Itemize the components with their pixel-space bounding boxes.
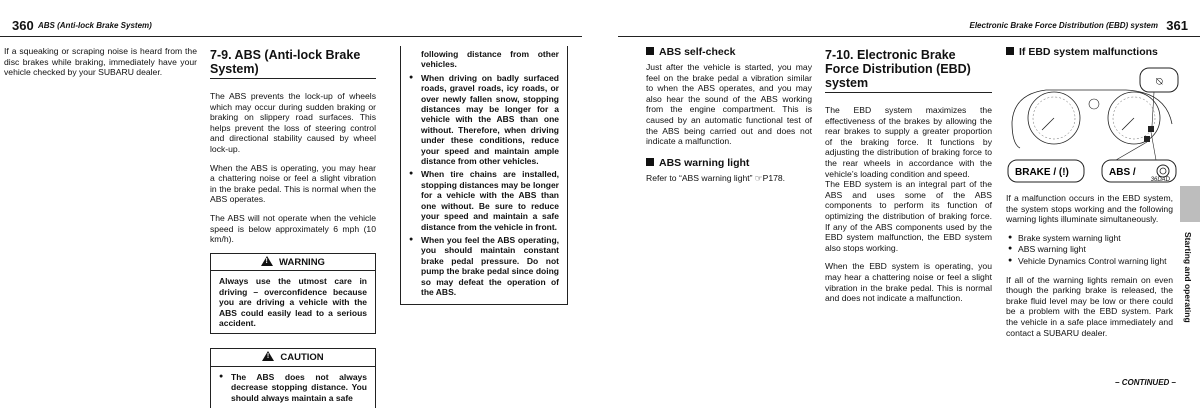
caution-header: [211, 349, 375, 367]
page-number: 360: [12, 18, 34, 33]
warning-lights-list: [1006, 233, 1173, 267]
left-column-2: [210, 46, 376, 418]
caution-continued-text: following distance from other vehicles.: [421, 49, 559, 70]
abs-noise-paragraph: When the ABS is operating, you may hear a chattering noise or feel a slight vibration in the brake pedal. This is normal when the ABS operates.: [210, 162, 376, 205]
continued-marker: – CONTINUED –: [1115, 378, 1176, 387]
section-thumb-tab: [1180, 186, 1200, 222]
list-item: ● Brake system warning light: [1006, 233, 1173, 244]
list-item: ● ABS warning light: [1006, 244, 1173, 255]
ebd-malfunction-heading: If EBD system malfunctions: [1006, 46, 1173, 58]
ebd-components-paragraph: The EBD system is an integral part of the ABS and uses some of the ABS components to perform its function of optimizing the distribution of braking force. If any of the ABS components used by the EBD system malfunction, the EBD system also stops working.: [825, 179, 992, 253]
instrument-cluster-figure: [1006, 64, 1182, 186]
abs-warning-light-text: Refer to “ABS warning light” ☞P178.: [646, 172, 786, 183]
abs-speed-paragraph: The ABS will not operate when the vehicle speed is below approximately 6 mph (10 km/h).: [210, 212, 376, 245]
right-column-3-body: [1006, 193, 1173, 346]
caution-item-pedal-pressure: ● When you feel the ABS operating, you should maintain constant brake pedal pressure. Do not pump the brake pedal since doing so may defeat the operation of the ABS.: [409, 235, 559, 297]
disc-brake-noise-text: If a squeaking or scraping noise is heard from the disc brakes while braking, immediately have your vehicle checked by your SUBARU dealer.: [4, 46, 197, 78]
section-title: ABS (Anti-lock Brake System): [38, 21, 152, 30]
right-column-1: [646, 46, 812, 191]
ebd-malfunction-paragraph: If a malfunction occurs in the EBD system, the system stops working and the following warning lights illuminate simultaneously.: [1006, 193, 1173, 225]
ebd-lights-remain-paragraph: If all of the warning lights remain on even though the parking brake is released, the brake fluid level may be low or there could be a problem with the EBD system. Park the vehicle in a safe place immediately and contact a SUBARU dealer.: [1006, 274, 1173, 338]
vdc-warning-icon: ⍉: [1156, 75, 1163, 88]
caution-item: ● The ABS does not always decrease stopping distance. You should always maintain a safe: [219, 372, 367, 403]
abs-heading: 7-9. ABS (Anti-lock Brake System): [210, 48, 376, 79]
ebd-noise-paragraph: When the EBD system is operating, you may hear a chattering noise or feel a slight vibration in the brake pedal. This is normal and does not indicate a malfunction.: [825, 261, 992, 304]
square-bullet-icon: [1006, 47, 1014, 55]
abs-warning-light-heading: ABS warning light: [646, 157, 812, 169]
caution-continued-list: [409, 73, 559, 298]
page-number: 361: [1166, 18, 1188, 33]
square-bullet-icon: [646, 47, 654, 55]
abs-intro-paragraph: The ABS prevents the lock-up of wheels which may occur during sudden braking or braking on slippery road surfaces. This helps prevent the loss of steering control and directional stability caused by wheel lock-up.: [210, 91, 376, 154]
abs-self-check-text: Just after the vehicle is started, you may feel on the brake pedal a vibration similar to when the ABS operates, and you may also hear the sound of the ABS working from the engine compartment. This is caused by an automatic functional test of the ABS being carried out and does not indicate a malfunction.: [646, 62, 812, 147]
square-bullet-icon: [646, 158, 654, 166]
caution-box: [210, 348, 376, 408]
abs-self-check-heading: ABS self-check: [646, 46, 812, 58]
ebd-intro-paragraph: The EBD system maximizes the effectiveness of the brakes by allowing the rear brakes to supply a greater proportion of the braking force. It functions by adjusting the distribution of braking force to the rear wheels in accordance with the vehicle’s loading condition and speed.: [825, 105, 992, 179]
ebd-heading: 7-10. Electronic Brake Force Distribution (EBD) system: [825, 48, 992, 93]
right-page: [618, 0, 1200, 402]
left-page-header: [0, 18, 582, 37]
caution-item-rough-roads: ● When driving on badly surfaced roads, gravel roads, icy roads, or over newly fallen snow, stopping distances may be longer for a vehicle with the ABS than one without. Therefore, when driving under these conditions, reduce your speed and maintain ample distance from other vehicles.: [409, 73, 559, 167]
list-item: ● Vehicle Dynamics Control warning light: [1006, 256, 1173, 267]
left-page: [0, 0, 582, 402]
warning-box: [210, 253, 376, 335]
left-column-1: [4, 46, 197, 86]
warning-header: [211, 254, 375, 272]
caution-label: CAUTION: [280, 352, 324, 364]
warning-icon: !: [261, 256, 273, 266]
caution-list: [219, 372, 367, 403]
caution-continuation-box: [400, 46, 568, 305]
side-tab-label: Starting and operating: [1183, 232, 1193, 323]
right-page-header: [618, 18, 1200, 37]
right-column-3: [1006, 46, 1173, 62]
warning-label: WARNING: [279, 256, 325, 268]
brake-warning-label: BRAKE / (!): [1015, 167, 1069, 178]
caution-item-tire-chains: ● When tire chains are installed, stopping distances may be longer for a vehicle with the ABS than one without. Be sure to reduce your speed and maintain a safe distance from the vehicle in front.: [409, 169, 559, 231]
caution-icon: !: [262, 351, 274, 361]
abs-warning-label: ABS /: [1109, 167, 1136, 178]
section-title: Electronic Brake Force Distribution (EBD) system: [969, 21, 1158, 30]
figure-code: 36DAD: [1150, 177, 1170, 183]
right-column-2: [825, 46, 992, 312]
warning-text: Always use the utmost care in driving – overconfidence because you are driving a vehicle with the ABS could easily lead to a serious accident.: [219, 276, 367, 328]
